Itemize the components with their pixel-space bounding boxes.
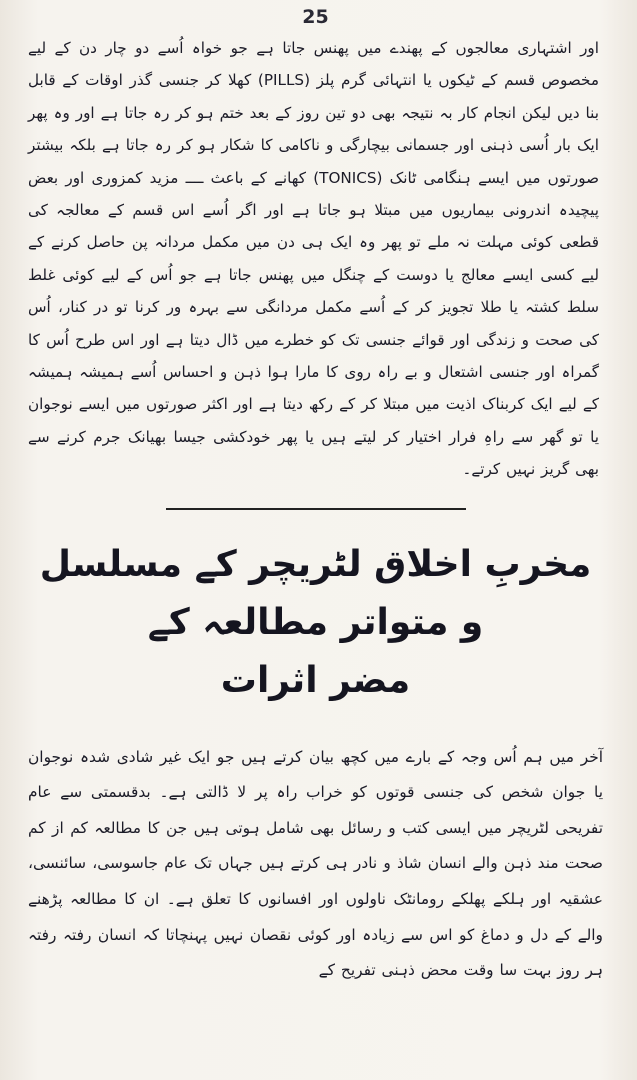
section-heading: [28, 536, 603, 710]
page-number: 25: [302, 6, 329, 28]
section-heading-line-1: مخربِ اخلاق لٹریچر کے مسلسل و متواتر مطالعہ کے: [39, 543, 592, 643]
section-heading-line-2: مضر اثرات: [220, 659, 411, 701]
body-paragraph-1: اور اشتہاری معالجوں کے پھندے میں پھنس جاتا ہے جو خواہ اُسے دو چار دن کے لیے مخصوص قسم کے ٹیکوں یا انتہائی گرم پلز (PILLS) کھلا کر جنسی گذر اوقات کے قابل بنا دیں لیکن انجام کار بہ نتیجہ بھی دو تین روز کے بعد ختم ہو کر رہ جاتا ہے اور وہ پھر ایک بار اُسی ذہنی اور جسمانی بیچارگی و ناکامی کا شکار ہو کر رہ جاتا ہے بلکہ بیشتر صورتوں میں ایسے ہنگامی ٹانک (TONICS) کھانے کے باعث ــــ مزید کمزوری اور بعض پیچیدہ اندرونی بیماریوں میں مبتلا ہو جاتا ہے اور اگر اُسے اس قسم کے معالجہ کی قطعی کوئی مہلت نہ ملے تو پھر وہ ایک ہی دن میں مکمل مردانہ پن حاصل کرنے کے لیے کسی ایسے معالج یا دوست کے چنگل میں پھنس جاتا ہے جو اُس کے لیے کوئی غلط سلط کشتہ یا طلا تجویز کر کے اُسے مکمل مردانگی سے بہرہ ور کرنا تو در کنار، اُس کی صحت و زندگی اور قوائے جنسی تک کو خطرے میں ڈال دیتا ہے اور اس طرح اُس کا گمراہ اور جنسی اشتعال و بے راہ روی کا مارا ہوا ذہن و احساس اُسے ہمیشہ ہمیشہ کے لیے ایک کربناک اذیت میں مبتلا کر کے رکھ دیتا ہے اور اکثر صورتوں میں ایسے نوجوان یا تو گھر سے راہِ فرار اختیار کر لیتے ہیں یا پھر خودکشی جیسا بھیانک جرم کرنے سے بھی گریز نہیں کرتے۔: [28, 39, 599, 479]
section-divider: [166, 508, 466, 510]
body-paragraph-2: آخر میں ہم اُس وجہ کے بارے میں کچھ بیان کرتے ہیں جو ایک غیر شادی شدہ نوجوان یا جوان شخص کی جنسی قوتوں کو خراب راہ پر لا ڈالتی ہے۔ بدقسمتی سے عام تفریحی لٹریچر میں ایسی کتب و رسائل بھی شامل ہوتی ہیں جن کا مطالعہ کم از کم صحت مند ذہن والے انسان شاذ و نادر ہی کرتے ہیں جہاں تک عام جاسوسی، سائنسی، عشقیہ اور ہلکے پھلکے رومانٹک ناولوں اور افسانوں کا تعلق ہے۔ ان کا مطالعہ پڑھنے والے کے دل و دماغ کو اس سے زیادہ اور کوئی نقصان نہیں پہنچاتا کہ انسان رفتہ رفتہ ہر روز بہت سا وقت محض ذہنی تفریح کے: [28, 747, 603, 980]
